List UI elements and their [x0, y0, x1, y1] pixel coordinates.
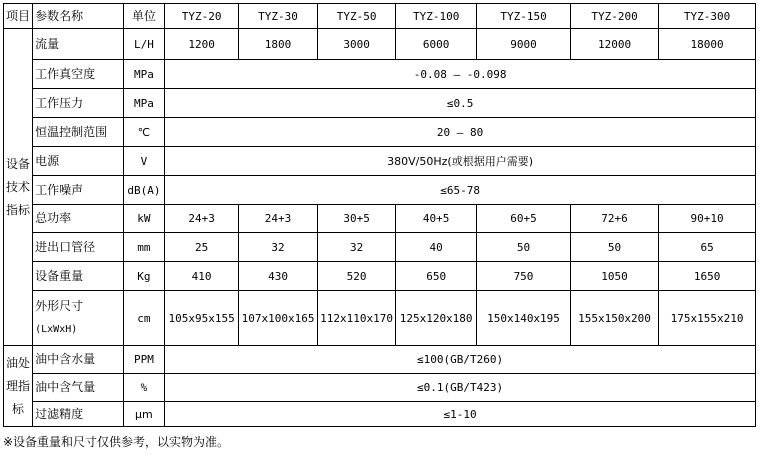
cell-value: 25 — [165, 233, 239, 262]
row-unit: cm — [123, 291, 165, 346]
header-model: TYZ-300 — [659, 4, 756, 29]
cell-value-merged: 380V/50Hz(或根据用户需要) — [165, 147, 756, 176]
cell-value: 32 — [318, 233, 396, 262]
cell-value: 1650 — [659, 262, 756, 291]
row-pipe — [4, 233, 756, 262]
cell-value: 175x155x210 — [659, 291, 756, 346]
cell-value: 40 — [396, 233, 477, 262]
row-unit: Kg — [123, 262, 165, 291]
footnote: ※设备重量和尺寸仅供参考，以实物为准。 — [3, 435, 230, 449]
cell-value-merged: ≤1-10 — [165, 402, 756, 427]
cell-value: 40+5 — [396, 205, 477, 233]
cell-value: 50 — [570, 233, 658, 262]
header-model: TYZ-50 — [318, 4, 396, 29]
cell-value: 24+3 — [239, 205, 318, 233]
row-name-sub: (LxWxH) — [35, 324, 78, 335]
header-model: TYZ-30 — [239, 4, 318, 29]
header-model: TYZ-200 — [570, 4, 658, 29]
row-name: 工作噪声 — [33, 176, 123, 205]
cell-value-merged: ≤65-78 — [165, 176, 756, 205]
row-name: 电源 — [33, 147, 123, 176]
cell-value: 65 — [659, 233, 756, 262]
cell-value: 18000 — [659, 29, 756, 60]
row-name — [33, 291, 123, 346]
row-name: 工作压力 — [33, 89, 123, 118]
cell-value: 105x95x155 — [165, 291, 239, 346]
row-name: 设备重量 — [33, 262, 123, 291]
row-unit: MPa — [123, 60, 165, 89]
row-name: 油中含气量 — [33, 374, 123, 402]
row-unit: ℃ — [123, 118, 165, 147]
row-unit: MPa — [123, 89, 165, 118]
cell-value-merged: -0.08 — -0.098 — [165, 60, 756, 89]
row-water — [4, 346, 756, 374]
group-device-label: 设备技术指标 — [4, 29, 33, 346]
cell-value: 112x110x170 — [318, 291, 396, 346]
cell-value: 155x150x200 — [570, 291, 658, 346]
row-name: 油中含水量 — [33, 346, 123, 374]
row-filtration — [4, 402, 756, 427]
cell-value: 32 — [239, 233, 318, 262]
cell-value-merged: ≤0.1(GB/T423) — [165, 374, 756, 402]
cell-value: 1050 — [570, 262, 658, 291]
row-name-main: 外形尺寸 — [35, 299, 84, 313]
header-model: TYZ-20 — [165, 4, 239, 29]
row-unit: L/H — [123, 29, 165, 60]
cell-value-merged: ≤100(GB/T260) — [165, 346, 756, 374]
cell-value: 107x100x165 — [239, 291, 318, 346]
header-model: TYZ-100 — [396, 4, 477, 29]
cell-value: 150x140x195 — [477, 291, 571, 346]
cell-value: 50 — [477, 233, 571, 262]
cell-value: 750 — [477, 262, 571, 291]
row-power-supply — [4, 147, 756, 176]
row-pressure — [4, 89, 756, 118]
spec-table — [3, 3, 756, 427]
row-noise — [4, 176, 756, 205]
row-unit: % — [123, 374, 165, 402]
row-gas — [4, 374, 756, 402]
header-unit: 单位 — [123, 4, 165, 29]
cell-value: 12000 — [570, 29, 658, 60]
row-name: 流量 — [33, 29, 123, 60]
cell-value: 1800 — [239, 29, 318, 60]
header-param: 参数名称 — [33, 4, 123, 29]
cell-value-merged: ≤0.5 — [165, 89, 756, 118]
cell-value: 3000 — [318, 29, 396, 60]
row-flow — [4, 29, 756, 60]
row-unit: PPM — [123, 346, 165, 374]
cell-value: 9000 — [477, 29, 571, 60]
header-item: 项目 — [4, 4, 33, 29]
header-model: TYZ-150 — [477, 4, 571, 29]
row-unit: dB(A) — [123, 176, 165, 205]
header-row — [4, 4, 756, 29]
row-unit: V — [123, 147, 165, 176]
row-unit: mm — [123, 233, 165, 262]
cell-value: 30+5 — [318, 205, 396, 233]
row-name: 恒温控制范围 — [33, 118, 123, 147]
cell-value: 650 — [396, 262, 477, 291]
cell-value: 6000 — [396, 29, 477, 60]
row-name: 过滤精度 — [33, 402, 123, 427]
row-name: 工作真空度 — [33, 60, 123, 89]
cell-value: 410 — [165, 262, 239, 291]
row-name: 总功率 — [33, 205, 123, 233]
row-name: 进出口管径 — [33, 233, 123, 262]
cell-value: 430 — [239, 262, 318, 291]
row-temp — [4, 118, 756, 147]
cell-value: 1200 — [165, 29, 239, 60]
row-weight — [4, 262, 756, 291]
cell-value: 90+10 — [659, 205, 756, 233]
cell-value: 60+5 — [477, 205, 571, 233]
cell-value: 125x120x180 — [396, 291, 477, 346]
row-dimensions — [4, 291, 756, 346]
row-total-power — [4, 205, 756, 233]
cell-value: 72+6 — [570, 205, 658, 233]
cell-value: 24+3 — [165, 205, 239, 233]
group-oil-label: 油处理指标 — [4, 346, 33, 427]
row-unit: μm — [123, 402, 165, 427]
row-vacuum — [4, 60, 756, 89]
cell-value-merged: 20 — 80 — [165, 118, 756, 147]
row-unit: kW — [123, 205, 165, 233]
cell-value: 520 — [318, 262, 396, 291]
